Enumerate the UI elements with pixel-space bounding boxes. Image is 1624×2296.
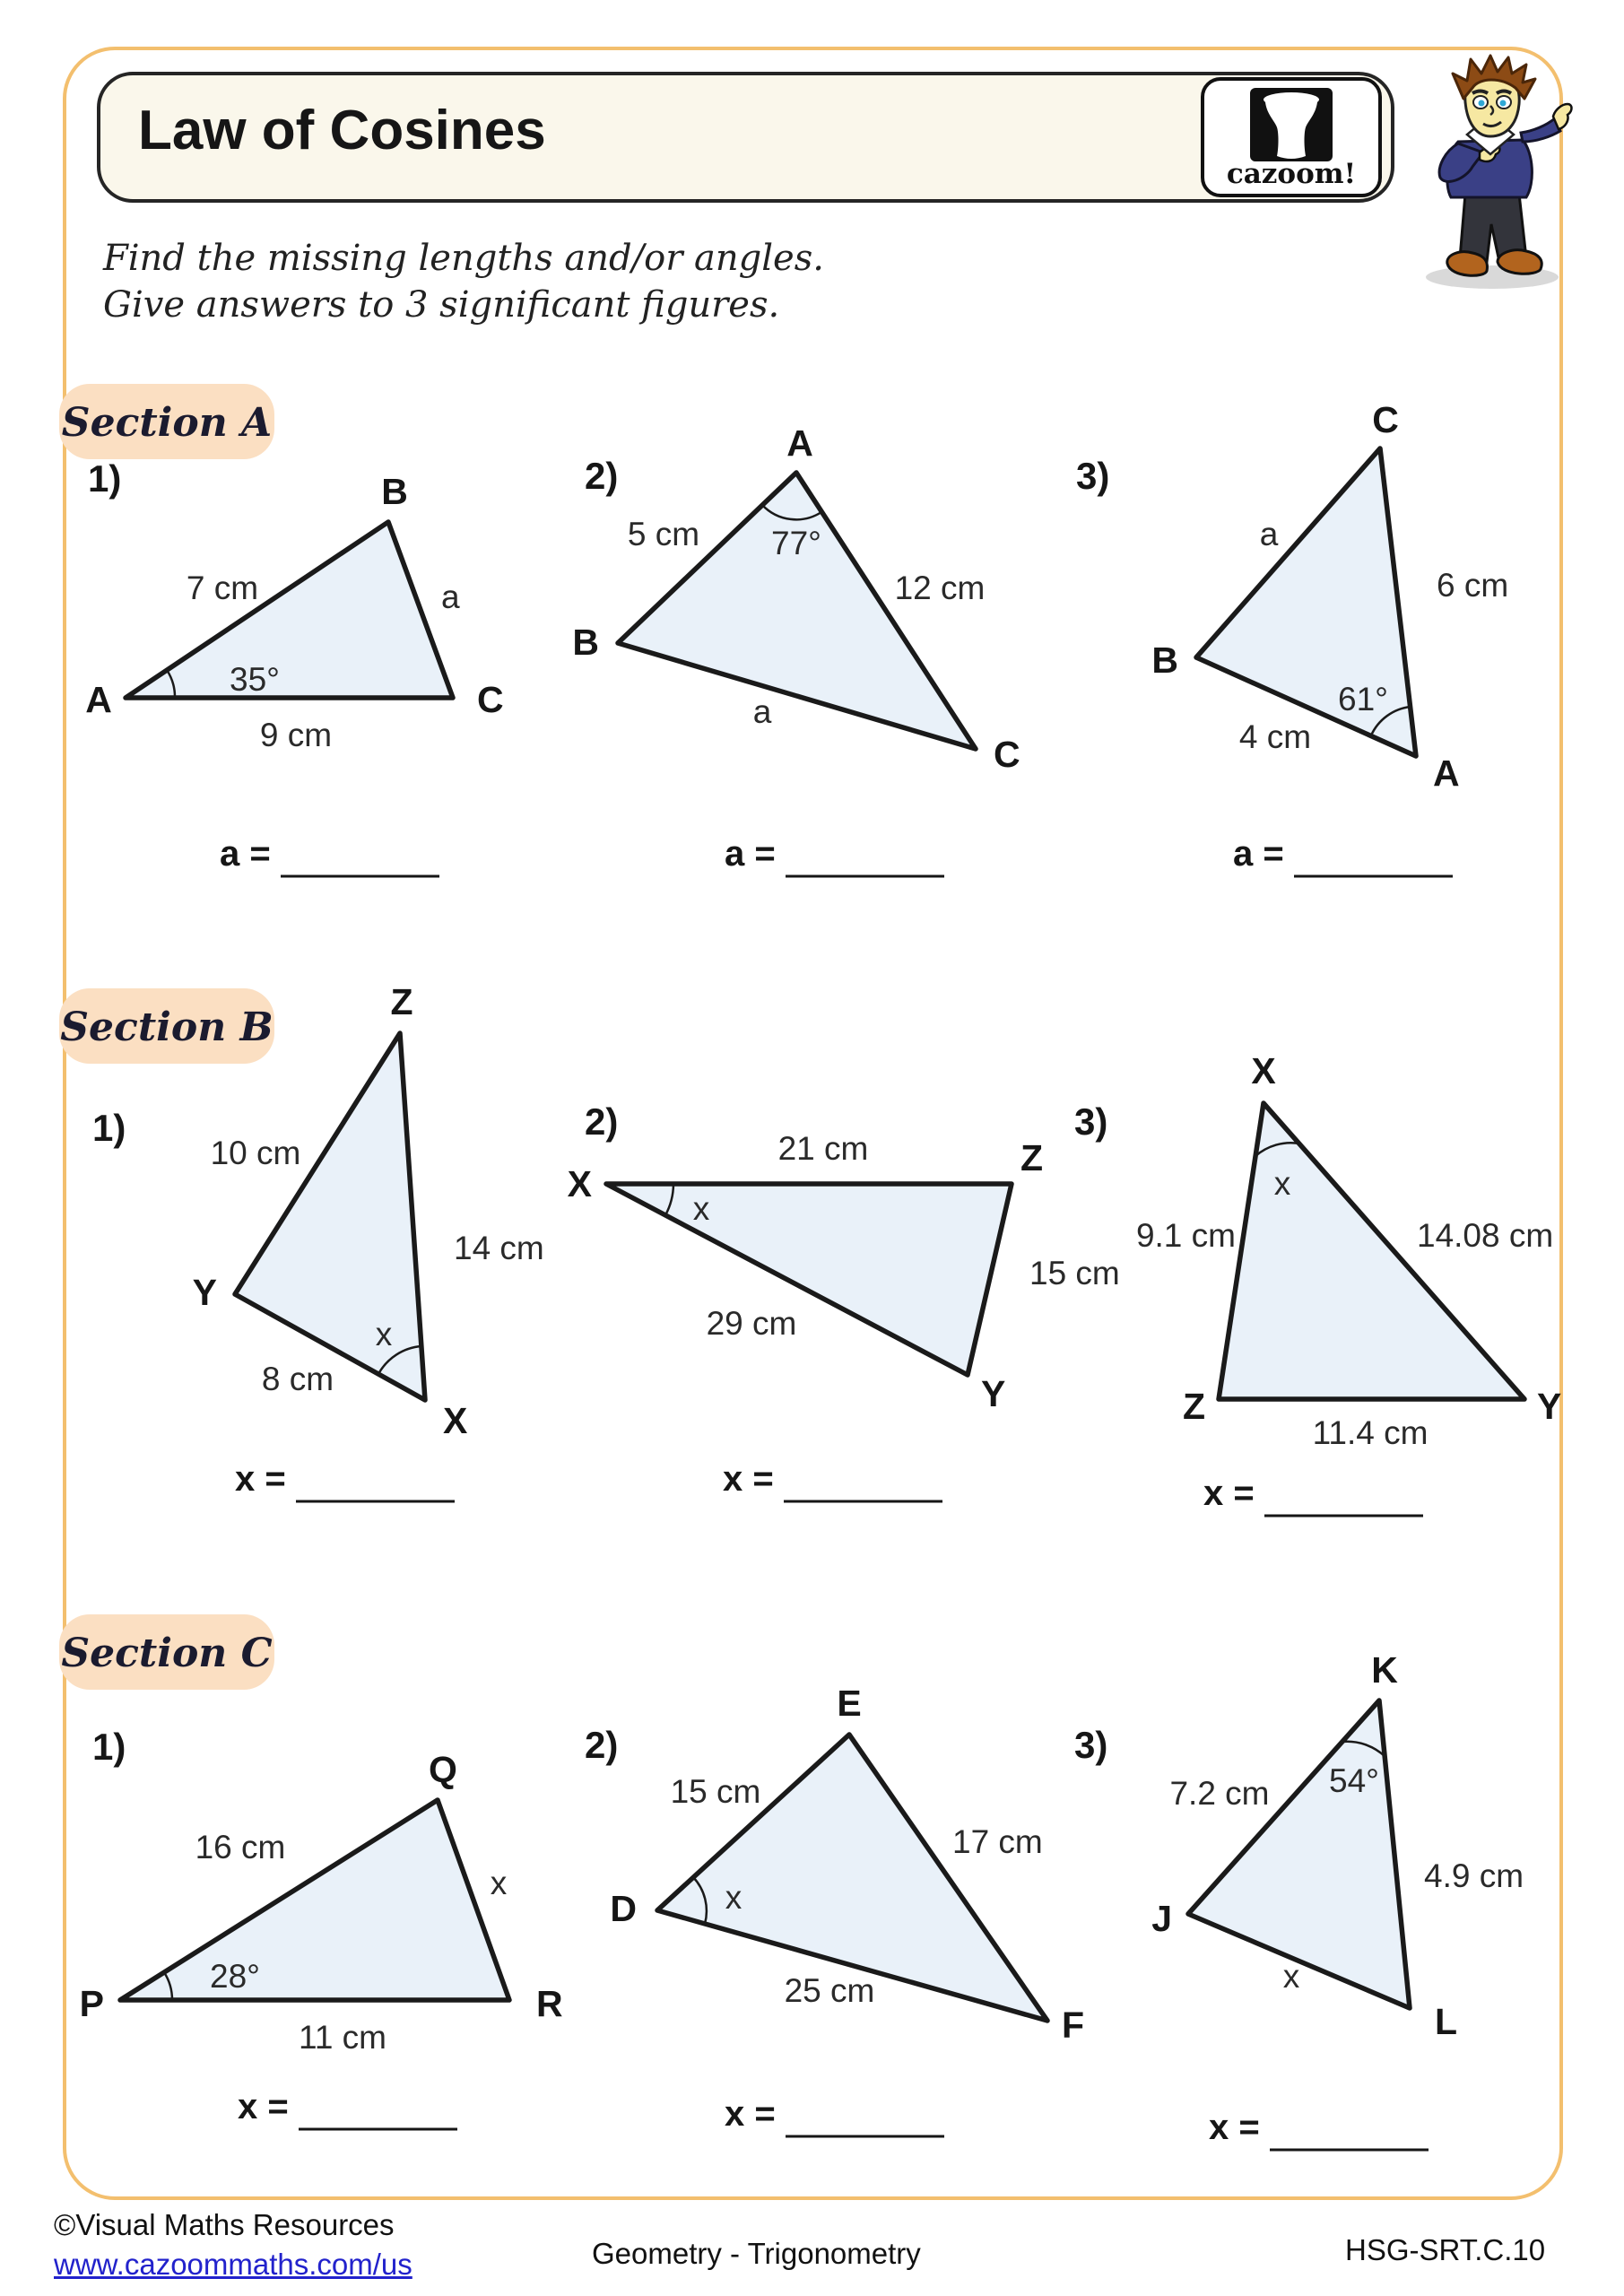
side-label: 16 cm (195, 1829, 286, 1866)
side-label: 4.9 cm (1424, 1857, 1524, 1894)
vertex-label: C (1372, 399, 1399, 440)
vertex-label: X (443, 1400, 468, 1441)
footer-standard-code: HSG-SRT.C.10 (1345, 2233, 1546, 2266)
answer-field (1209, 2108, 1429, 2150)
problem-b2 (568, 1100, 1120, 1501)
vertex-label: F (1062, 2005, 1085, 2046)
answer-label: x = (238, 2087, 289, 2126)
vertex-label: B (1151, 639, 1178, 681)
vertex-label: D (610, 1888, 637, 1929)
instructions-line1: Find the missing lengths and/or angles. (103, 238, 824, 279)
vertex-label: Z (1020, 1137, 1044, 1178)
side-label: x (1282, 1958, 1300, 1995)
side-label: 5 cm (627, 516, 700, 552)
vertex-label: Z (390, 981, 413, 1022)
problem-number: 3) (1076, 455, 1110, 497)
vertex-label: X (567, 1163, 592, 1205)
triangle (126, 522, 453, 698)
answer-label: x = (723, 1459, 774, 1499)
vertex-label: C (477, 679, 504, 720)
side-label: 9 cm (259, 717, 333, 753)
side-label: 29 cm (706, 1305, 797, 1342)
side-label: 10 cm (210, 1135, 301, 1171)
side-label: 7 cm (186, 570, 259, 606)
page-title: Law of Cosines (138, 100, 546, 161)
answer-label: x = (1209, 2108, 1260, 2147)
answer-field (723, 1459, 942, 1501)
problem-number: 3) (1074, 1724, 1108, 1766)
vertex-label: X (1251, 1050, 1276, 1091)
problem-number: 1) (92, 1726, 126, 1768)
triangle (235, 1033, 425, 1400)
side-label: 14 cm (454, 1230, 544, 1266)
side-label: 9.1 cm (1135, 1217, 1236, 1254)
problem-number: 1) (92, 1107, 126, 1149)
problem-number: 2) (585, 455, 619, 497)
triangle (120, 1800, 509, 2000)
side-label: 17 cm (952, 1823, 1043, 1860)
vertex-label: K (1371, 1649, 1398, 1691)
side-label: a (1259, 516, 1279, 552)
answer-label: x = (235, 1459, 286, 1499)
side-label: 7.2 cm (1169, 1775, 1270, 1812)
problem-b1 (92, 981, 544, 1501)
side-label: 14.08 cm (1417, 1217, 1554, 1254)
problem-a1 (85, 457, 503, 876)
side-label: 8 cm (261, 1361, 334, 1397)
angle-label: x (725, 1879, 743, 1916)
side-label: 21 cm (777, 1130, 869, 1167)
problem-c1 (80, 1726, 563, 2129)
problem-number: 2) (585, 1724, 619, 1766)
vertex-label: J (1151, 1898, 1172, 1939)
side-label: 15 cm (670, 1773, 761, 1810)
side-label: x (490, 1865, 508, 1901)
problem-number: 2) (585, 1100, 619, 1143)
vertex-label: Q (429, 1749, 457, 1790)
answer-label: a = (1233, 834, 1284, 874)
side-label: 12 cm (894, 570, 986, 606)
vertex-label: A (786, 422, 813, 464)
side-label: 6 cm (1437, 567, 1509, 604)
answer-field (725, 834, 944, 876)
side-label: 11 cm (298, 2019, 387, 2056)
section-a-label: Section A (61, 400, 273, 446)
problem-a2 (572, 422, 1020, 876)
side-label: 4 cm (1238, 718, 1312, 755)
problem-number: 1) (88, 457, 122, 500)
cazoom-logo-text: cazoom! (1226, 158, 1357, 190)
side-label: 11.4 cm (1312, 1414, 1429, 1451)
problem-a3 (1076, 399, 1508, 876)
answer-field (1233, 834, 1453, 876)
section-b-label: Section B (60, 1004, 274, 1050)
angle-label: 77° (771, 525, 821, 561)
answer-label: x = (1203, 1474, 1255, 1513)
answer-field (235, 1459, 455, 1501)
vertex-label: L (1435, 2001, 1458, 2042)
footer-subject: Geometry - Trigonometry (592, 2237, 921, 2270)
side-label: a (752, 693, 772, 730)
vertex-label: B (572, 622, 599, 663)
side-label: 15 cm (1029, 1255, 1120, 1292)
problem-c2 (585, 1683, 1084, 2136)
footer-url-link[interactable]: www.cazoommaths.com/us (54, 2248, 413, 2281)
side-label: 25 cm (784, 1972, 875, 2009)
vertex-label: Y (981, 1373, 1006, 1414)
instructions-line2: Give answers to 3 significant figures. (103, 284, 780, 326)
answer-label: a = (725, 834, 776, 874)
answer-field (220, 834, 439, 876)
footer-copyright: ©Visual Maths Resources (54, 2208, 395, 2241)
triangle (618, 473, 976, 749)
answer-field (1203, 1474, 1423, 1516)
section-c-label: Section C (61, 1631, 273, 1676)
vertex-label: C (994, 734, 1020, 775)
problem-number: 3) (1074, 1100, 1108, 1143)
angle-label: 54° (1329, 1762, 1379, 1799)
vertex-label: R (536, 1983, 563, 2024)
angle-label: 35° (230, 661, 280, 698)
answer-field (725, 2094, 944, 2136)
angle-label: x (375, 1316, 393, 1352)
problem-c3 (1074, 1649, 1524, 2150)
vertex-label: A (85, 679, 112, 720)
angle-label: 61° (1338, 681, 1388, 718)
answer-label: x = (725, 2094, 776, 2134)
vertex-label: P (79, 1983, 104, 2024)
angle-label: x (1273, 1165, 1291, 1202)
answer-field (238, 2087, 457, 2129)
side-label: a (441, 578, 460, 615)
vertex-label: E (837, 1683, 862, 1724)
answer-label: a = (220, 834, 271, 874)
angle-label: 28° (210, 1958, 260, 1995)
vertex-label: Y (1537, 1386, 1562, 1427)
vertex-label: Y (192, 1272, 217, 1313)
vertex-label: A (1433, 752, 1460, 794)
angle-label: x (692, 1190, 710, 1227)
problem-b3 (1074, 1050, 1561, 1516)
vertex-label: Z (1182, 1386, 1205, 1427)
vertex-label: B (381, 471, 408, 512)
